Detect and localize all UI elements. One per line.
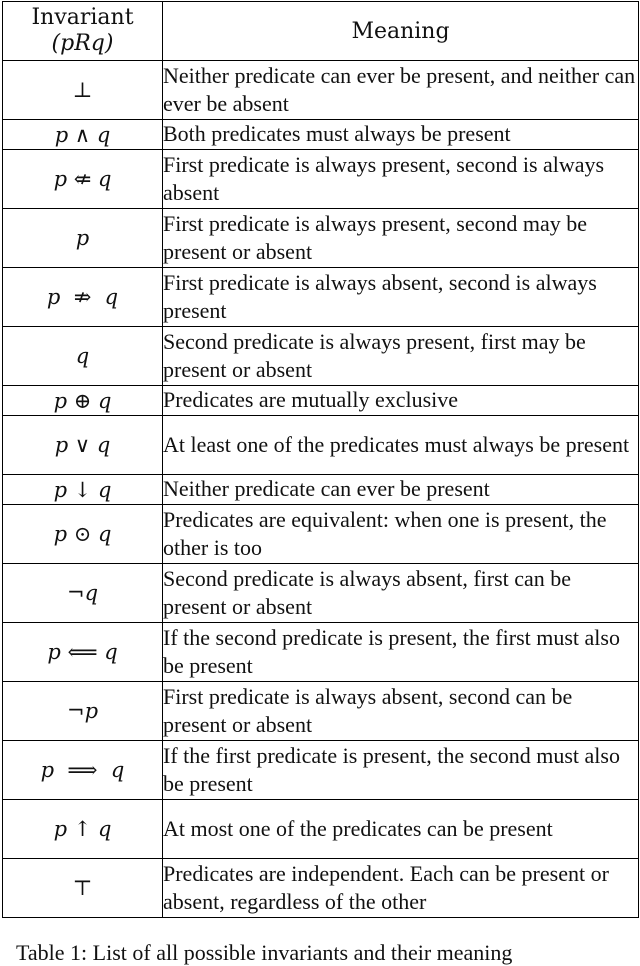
table-caption: Table 1: List of all possible invariants and their meaning xyxy=(16,940,513,965)
invariant-meaning: At least one of the predicates must always be present xyxy=(163,416,639,475)
invariant-symbol: ¬p xyxy=(3,682,163,741)
table-row xyxy=(3,564,639,623)
table-row xyxy=(3,682,639,741)
invariant-symbol: p xyxy=(3,209,163,268)
invariant-symbol: p ⊕ q xyxy=(3,386,163,416)
table-row xyxy=(3,268,639,327)
invariant-symbol: ⊤ xyxy=(3,859,163,918)
invariant-symbol: p ∨ q xyxy=(3,416,163,475)
table-row xyxy=(3,475,639,505)
invariant-meaning: First predicate is always present, second is always absent xyxy=(163,150,639,209)
invariant-meaning: Neither predicate can ever be present, and neither can ever be absent xyxy=(163,61,639,120)
table-row xyxy=(3,859,639,918)
table-row xyxy=(3,327,639,386)
invariant-header-line2: (pRq) xyxy=(51,31,114,56)
invariant-symbol: ¬q xyxy=(3,564,163,623)
table-row xyxy=(3,61,639,120)
invariant-symbol: p ⟸ q xyxy=(3,623,163,682)
invariant-symbol: p ⊙ q xyxy=(3,505,163,564)
invariant-symbol: p ∧ q xyxy=(3,120,163,150)
invariant-meaning: Second predicate is always present, first may be present or absent xyxy=(163,327,639,386)
invariant-header xyxy=(3,2,163,61)
invariant-symbol: ⊥ xyxy=(3,61,163,120)
invariant-table xyxy=(2,1,639,918)
invariant-meaning: At most one of the predicates can be present xyxy=(163,800,639,859)
invariant-header-line1: Invariant xyxy=(31,5,134,30)
invariant-meaning: Predicates are equivalent: when one is present, the other is too xyxy=(163,505,639,564)
invariant-symbol: p ↓ q xyxy=(3,475,163,505)
table-row xyxy=(3,209,639,268)
invariant-meaning: Predicates are independent. Each can be present or absent, regardless of the other xyxy=(163,859,639,918)
invariant-symbol: p ↑ q xyxy=(3,800,163,859)
invariant-meaning: First predicate is always absent, second can be present or absent xyxy=(163,682,639,741)
table-row xyxy=(3,741,639,800)
invariant-meaning: First predicate is always present, second may be present or absent xyxy=(163,209,639,268)
header-row xyxy=(3,2,639,61)
table-row xyxy=(3,150,639,209)
table-row xyxy=(3,416,639,475)
meaning-header: Meaning xyxy=(163,2,639,61)
invariant-meaning: Second predicate is always absent, first can be present or absent xyxy=(163,564,639,623)
invariant-symbol: p ⟹ q xyxy=(3,741,163,800)
invariant-meaning: Predicates are mutually exclusive xyxy=(163,386,639,416)
invariant-symbol: p ⇍ q xyxy=(3,150,163,209)
table-row xyxy=(3,120,639,150)
invariant-meaning: If the first predicate is present, the second must also be present xyxy=(163,741,639,800)
invariant-meaning: Both predicates must always be present xyxy=(163,120,639,150)
table-row xyxy=(3,623,639,682)
invariant-symbol: q xyxy=(3,327,163,386)
table-row xyxy=(3,505,639,564)
table-row xyxy=(3,386,639,416)
invariant-meaning: First predicate is always absent, second is always present xyxy=(163,268,639,327)
invariant-meaning: If the second predicate is present, the first must also be present xyxy=(163,623,639,682)
invariant-meaning: Neither predicate can ever be present xyxy=(163,475,639,505)
invariant-symbol: p ⇏ q xyxy=(3,268,163,327)
table-row xyxy=(3,800,639,859)
